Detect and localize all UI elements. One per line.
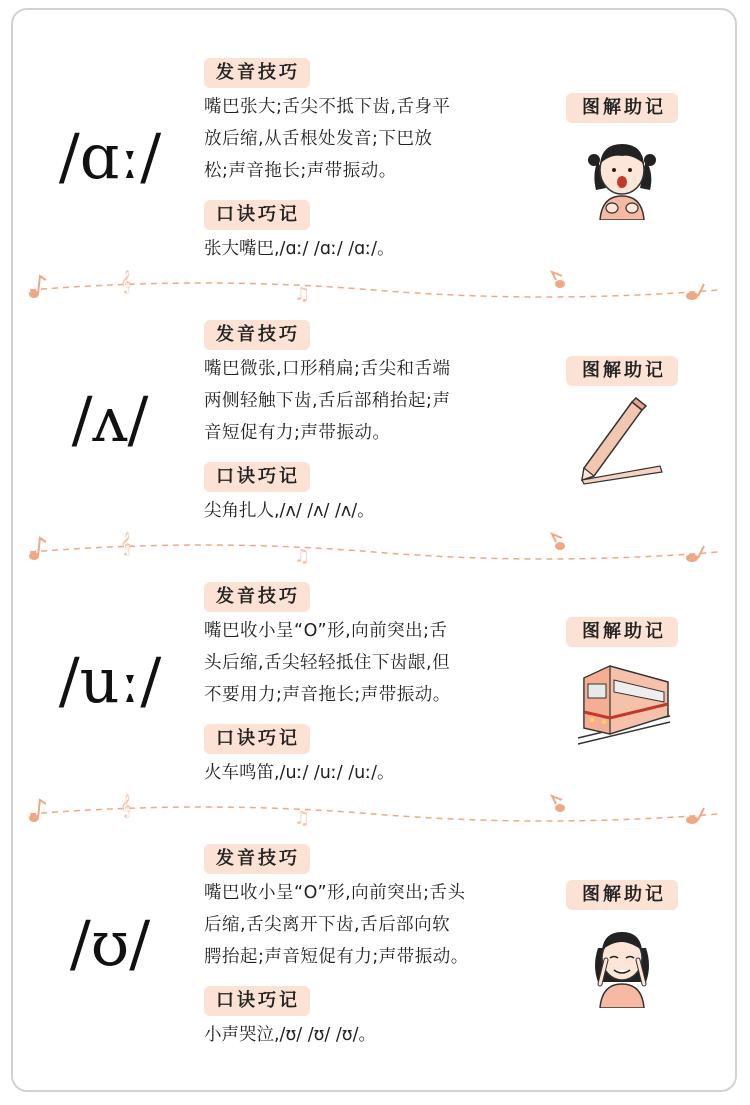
svg-text:♫: ♫ [294,808,311,829]
illustration-label: 图解助记 [566,93,678,123]
girl-open-mouth-icon [570,130,674,220]
mnemonic-text: 张大嘴巴,/ɑː/ /ɑː/ /ɑː/。 [204,239,395,259]
svg-text:𝄞: 𝄞 [120,269,132,293]
pencil-icon [570,396,674,486]
technique-label: 发音技巧 [204,58,310,88]
illustration-label: 图解助记 [566,356,678,386]
phoneme-section-4 [0,786,750,1045]
phonetic-symbol: /uː/ [58,644,162,717]
train-icon [570,658,674,748]
svg-text:𝄞: 𝄞 [120,793,132,817]
svg-text:♫: ♫ [294,546,311,567]
phoneme-section-1 [0,0,750,259]
technique-line: 音短促有力;声带振动。 [204,423,391,443]
technique-line: 嘴巴微张,口形稍扁;舌尖和舌端 [204,359,451,379]
technique-line: 放后缩,从舌根处发音;下巴放 [204,129,433,149]
mnemonic-label: 口诀巧记 [204,986,310,1016]
svg-text:𝄞: 𝄞 [120,531,132,555]
svg-text:♫: ♫ [294,284,311,305]
technique-label: 发音技巧 [204,582,310,612]
crying-girl-icon [570,918,674,1008]
technique-line: 松;声音拖长;声带振动。 [204,161,397,181]
mnemonic-label: 口诀巧记 [204,462,310,492]
technique-line: 两侧轻触下齿,舌后部稍抬起;声 [204,391,451,411]
mnemonic-text: 火车鸣笛,/uː/ /uː/ /uː/。 [204,763,395,783]
mnemonic-text: 尖角扎人,/ʌ/ /ʌ/ /ʌ/。 [204,501,375,521]
mnemonic-label: 口诀巧记 [204,200,310,230]
mnemonic-text: 小声哭泣,/ʊ/ /ʊ/ /ʊ/。 [204,1025,376,1045]
technique-line: 嘴巴张大;舌尖不抵下齿,舌身平 [204,97,451,117]
technique-line: 腭抬起;声音短促有力;声带振动。 [204,947,469,967]
technique-line: 不要用力;声音拖长;声带振动。 [204,685,451,705]
phonetic-symbol: /ʊ/ [69,907,151,980]
illustration-label: 图解助记 [566,880,678,910]
phoneme-section-2 [0,262,750,521]
technique-line: 头后缩,舌尖轻轻抵住下齿龈,但 [204,653,451,673]
technique-label: 发音技巧 [204,844,310,874]
phonetic-symbol: /ɑː/ [58,120,162,193]
technique-text [204,615,524,711]
technique-text [204,353,524,449]
technique-line: 后缩,舌尖离开下齿,舌后部向软 [204,915,451,935]
technique-label: 发音技巧 [204,320,310,350]
technique-text [204,877,524,973]
technique-text [204,91,524,187]
phoneme-section-3 [0,524,750,783]
mnemonic-label: 口诀巧记 [204,724,310,754]
technique-line: 嘴巴收小呈“O”形,向前突出;舌头 [204,883,466,903]
technique-line: 嘴巴收小呈“O”形,向前突出;舌 [204,621,448,641]
phonetic-symbol: /ʌ/ [71,383,149,456]
illustration-label: 图解助记 [566,617,678,647]
